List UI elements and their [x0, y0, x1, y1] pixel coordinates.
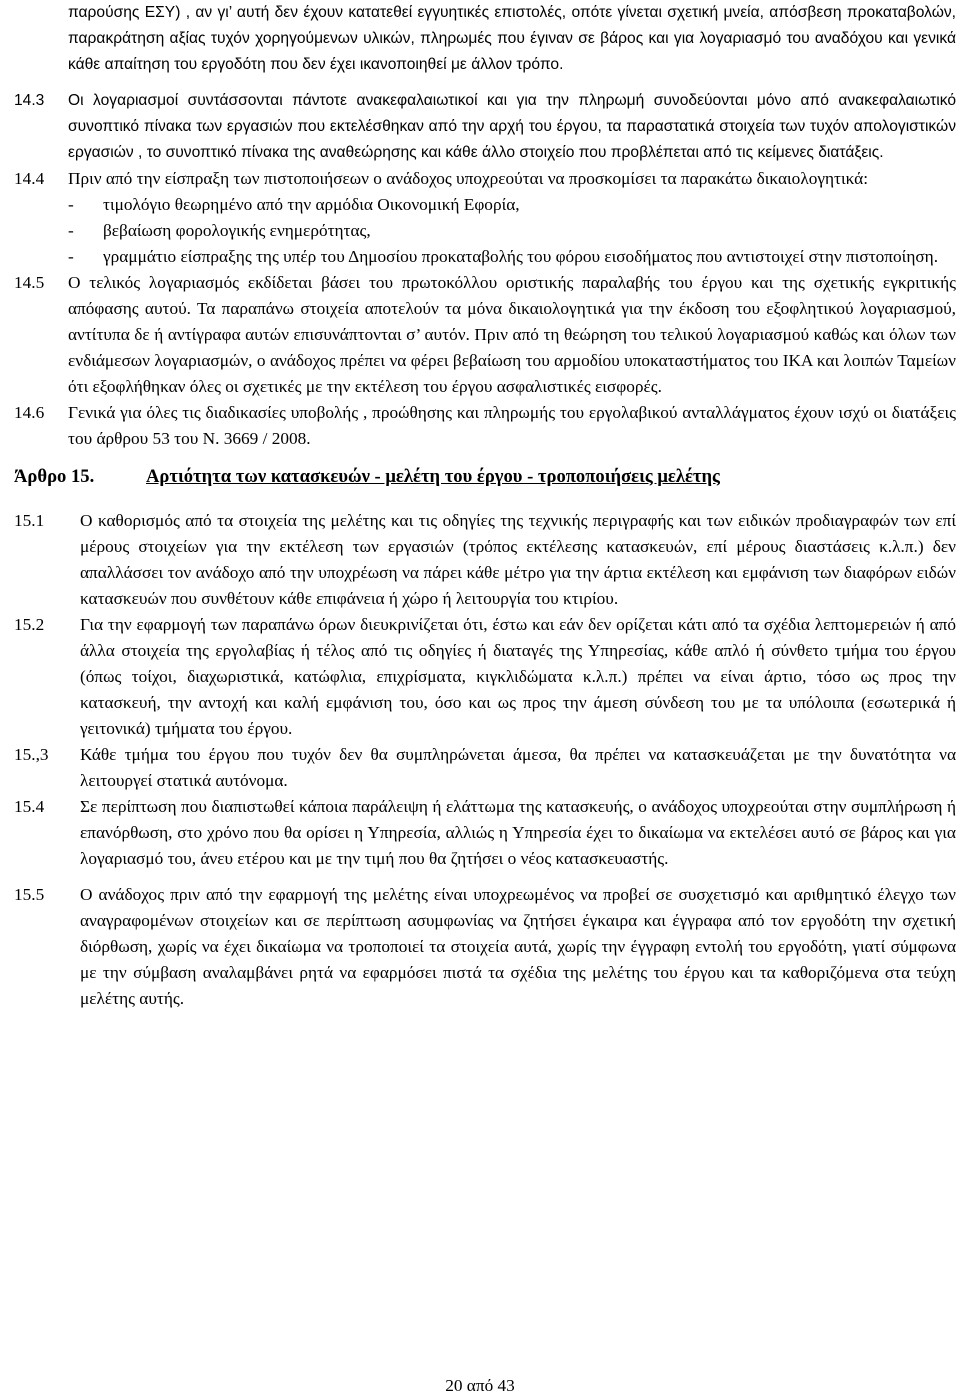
- section-item: [14, 742, 956, 794]
- section-item: [14, 88, 956, 166]
- list-dash: -: [68, 221, 74, 240]
- section-15-list: [14, 508, 956, 1012]
- section-body: [68, 88, 956, 166]
- list-dash: -: [68, 195, 74, 214]
- section-number: 15.,3: [14, 745, 49, 764]
- section-body: [80, 508, 956, 612]
- list-item: [68, 192, 956, 218]
- list-item-text: βεβαίωση φορολογικής ενημερότητας,: [103, 221, 371, 240]
- section-item: [14, 794, 956, 872]
- section-body: [80, 794, 956, 872]
- section-number: 15.1: [14, 511, 45, 530]
- section-text: Γενικά για όλες τις διαδικασίες υποβολής , προώθησης και πληρωμής του εργολαβικού ανταλλάγματος έχουν ισχύ οι διατάξεις του άρθρου 53 του Ν. 3669 / 2008.: [68, 403, 956, 448]
- section-item: [14, 270, 956, 400]
- article-15-heading: [14, 464, 956, 490]
- list-item: [68, 244, 956, 270]
- section-number: 14.3: [14, 92, 45, 109]
- section-number: 15.4: [14, 797, 45, 816]
- section-text: Οι λογαριασμοί συντάσσονται πάντοτε ανακεφαλαιωτικοί και για την πληρωμή συνοδεύονται μόνο από ανακεφαλαιωτικό συνοπτικό πίνακα των εργασιών που εκτελέσθηκαν από την αρχή του έργου, τα παραστατικά στοιχεία των τυχόν απολογιστικών εργασιών , το συνοπτικό πίνακα της αναθεώρησης και κάθε άλλο στοιχείο που προβλέπεται από τις κείμενες διατάξεις.: [68, 92, 956, 161]
- section-body: [80, 742, 956, 794]
- section-item: [14, 400, 956, 452]
- section-text: Ο ανάδοχος πριν από την εφαρμογή της μελέτης είναι υποχρεωμένος να προβεί σε συσχετισμό και αριθμητικό έλεγχο των αναγραφομένων στοιχείων και σε περίπτωση ασυμφωνίας να ζητήσει έγκαιρα και έγγραφα από τον εργοδότη την σχετική διόρθωση, χωρίς να έχει δικαίωμα να τροποποιεί τα στοιχεία αυτά, χωρίς την έγγραφη εντολή του εργοδότη, γιατί σύμφωνα με την σύμβαση αναλαμβάνει ρητά να εφαρμόσει πιστά τα σχέδια της μελέτης του έργου και τα καθοριζόμενα στα τεύχη μελέτης αυτής.: [80, 885, 956, 1008]
- list-dash: -: [68, 247, 74, 266]
- section-text: Για την εφαρμογή των παραπάνω όρων διευκρινίζεται ότι, έστω και εάν δεν ορίζεται κάτι από τα σχέδια λεπτομερειών ή από άλλα στοιχεία της εργολαβίας ή τέλος από τις οδηγίες ή διαταγές της Υπηρεσίας, κάθε απλό ή σύνθετο τμήμα του έργου (όπως τοίχοι, διαχωριστικά, κατώφλια, επιχρίσματα, κιγκλιδώματα κ.λ.π.) πρέπει να είναι άρτιο, τόσο ως προς την κατασκευή, την αντοχή και καλή εμφάνιση του, όσο και ως προς την άμεση σύνδεση του με τα υπόλοιπα (εσωτερικά ή γειτονικά) τμήματα του έργου.: [80, 615, 956, 738]
- section-text: Ο καθορισμός από τα στοιχεία της μελέτης και τις οδηγίες της τεχνικής περιγραφής και των ειδικών προδιαγραφών των επί μέρους στοιχείων για την εκτέλεση των εργασιών (τρόπος εκτέλεσης κατασκευών, επί μέρους διαστάσεις κ.λ.π.) δεν απαλλάσσει τον ανάδοχο από την υποχρέωση να πάρει κάθε μέτρο για την άρτια εκτέλεση και εμφάνιση των διαφόρων ειδών κατασκευών που συνθέτουν κάθε επιφάνεια ή χώρο ή λειτουργία του κτιρίου.: [80, 511, 956, 608]
- document-page: [14, 0, 956, 1012]
- section-number: 15.5: [14, 885, 45, 904]
- continuation-text: παρούσης ΕΣΥ) , αν γι’ αυτή δεν έχουν κατατεθεί εγγυητικές επιστολές, οπότε γίνεται σχετική μνεία, απόσβεση προκαταβολών, παρακράτηση αξίας τυχόν χορηγούμενων υλικών, πληρωμές που έγιναν σε βάρος και για λογαριασμό του αναδόχου και γενικά κάθε απαίτηση του εργοδότη που δεν έχει ικανοποιηθεί με άλλον τρόπο.: [68, 4, 956, 73]
- article-title: Αρτιότητα των κατασκευών - μελέτη του έργου - τροποποιήσεις μελέτης: [146, 466, 720, 487]
- continuation-paragraph: [68, 0, 956, 78]
- section-item: [14, 612, 956, 742]
- page-number: 20 από 43: [445, 1376, 515, 1395]
- section-text: Κάθε τμήμα του έργου που τυχόν δεν θα συμπληρώνεται άμεσα, θα πρέπει να κατασκευάζεται με την δυνατότητα να λειτουργεί στατικά αυτόνομα.: [80, 745, 956, 790]
- section-body: [68, 400, 956, 452]
- section-number: 14.5: [14, 273, 45, 292]
- section-body: [68, 270, 956, 400]
- list-item-text: τιμολόγιο θεωρημένο από την αρμόδια Οικονομική Εφορία,: [103, 195, 520, 214]
- section-body: [80, 612, 956, 742]
- section-text: Πριν από την είσπραξη των πιστοποιήσεων ο ανάδοχος υποχρεούται να προσκομίσει τα παρακάτω δικαιολογητικά:: [68, 169, 869, 188]
- section-number: 14.6: [14, 403, 45, 422]
- section-body: [68, 166, 956, 270]
- article-number: Άρθρο 15.: [14, 466, 95, 487]
- section-number: 15.2: [14, 615, 45, 634]
- section-item: [14, 166, 956, 270]
- section-text: Ο τελικός λογαριασμός εκδίδεται βάσει του πρωτοκόλλου οριστικής παραλαβής του έργου και της σχετικής εγκριτικής απόφασης αυτού. Τα παραπάνω στοιχεία αποτελούν τα μόνα δικαιολογητικά για την έκδοση του εξοφλητικού λογαριασμού, αντίτυπα δε ή αντίγραφα αυτών επισυνάπτονται σ’ αυτόν. Πριν από τη θεώρηση του τελικού λογαριασμού καθώς και όλων των ενδιάμεσων λογαριασμών, ο ανάδοχος πρέπει να φέρει βεβαίωση του αρμοδίου υποκαταστήματος του ΙΚΑ και λοιπών Ταμείων ότι εξοφλήθηκαν όλες οι σχετικές με την εκτέλεση του έργου ασφαλιστικές εισφορές.: [68, 273, 956, 396]
- section-number: 14.4: [14, 169, 45, 188]
- list-item: [68, 218, 956, 244]
- section-14-list: [14, 88, 956, 452]
- section-item: [14, 508, 956, 612]
- section-body: [80, 882, 956, 1012]
- section-text: Σε περίπτωση που διαπιστωθεί κάποια παράλειψη ή ελάττωμα της κατασκευής, ο ανάδοχος υποχρεούται στην συμπλήρωση ή επανόρθωση, στο χρόνο που θα ορίσει η Υπηρεσία, αλλιώς η Υπηρεσία έχει το δικαίωμα να εκτελέσει αυτό σε βάρος και για λογαριασμό του, άνευ ετέρου και με την τιμή που θα ζητήσει ο νέος κατασκευαστής.: [80, 797, 956, 868]
- list-item-text: γραμμάτιο είσπραξης της υπέρ του Δημοσίου προκαταβολής του φόρου εισοδήματος που αντιστοιχεί στην πιστοποίηση.: [103, 247, 939, 266]
- section-item: [14, 882, 956, 1012]
